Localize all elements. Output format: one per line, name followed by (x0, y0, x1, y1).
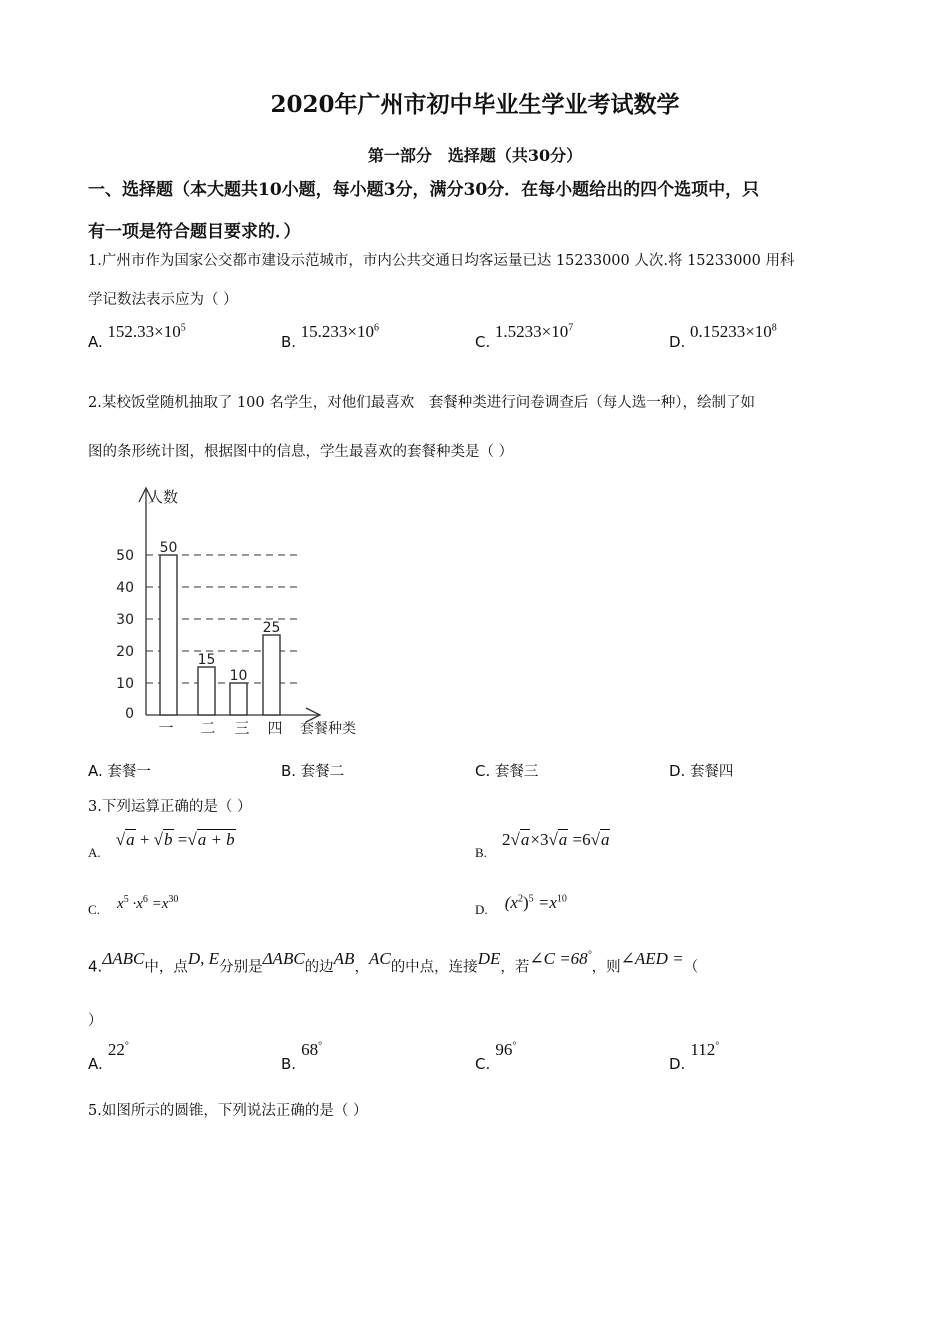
y-tick-label: 0 (125, 706, 134, 722)
option-value: 96° (495, 1040, 517, 1059)
bar (230, 683, 247, 715)
option-expression: $(x^2)^5 =x^{10}$ (504, 893, 567, 912)
question-4-line-2: ） (88, 1013, 103, 1029)
text: ，若 (500, 959, 530, 976)
question-2-stem (88, 392, 868, 463)
option-label: C. (475, 1055, 491, 1073)
q3-option-b[interactable] (475, 830, 610, 860)
side-ab: AB (333, 948, 355, 968)
option-value: $152.33\times 10^5$ (107, 322, 186, 341)
bar (160, 555, 177, 715)
q4-option-b[interactable] (281, 1040, 323, 1073)
option-label: A. (88, 762, 103, 780)
option-label: D. (669, 333, 686, 351)
text: 的中点，连接 (390, 959, 478, 976)
category-label: 一 (158, 719, 174, 737)
part-heading: 第一部分 选择题（共30分） (367, 146, 583, 165)
option-label: A. (88, 1055, 103, 1073)
triangle-abc-2: ΔABC (262, 948, 305, 968)
option-label: B. (475, 845, 487, 860)
option-expression: √a + √b =√a + b (115, 830, 235, 849)
angle-c: ∠C =68° (529, 948, 592, 968)
q2-option-d[interactable] (669, 760, 733, 781)
q1-option-a[interactable] (88, 322, 186, 351)
option-label: B. (281, 333, 297, 351)
q3-option-d[interactable] (475, 893, 567, 917)
y-tick-label: 10 (116, 676, 134, 692)
data-label: 25 (262, 620, 281, 636)
text: ，则 (591, 959, 621, 976)
option-value: $0.15233\times 10^8$ (689, 322, 777, 341)
bar (198, 667, 215, 715)
question-1-stem (88, 250, 868, 311)
points-de: D, E (187, 948, 220, 968)
option-label: C. (88, 902, 100, 917)
text: ， (354, 959, 369, 976)
option-label: B. (281, 762, 297, 780)
option-label: B. (281, 1055, 297, 1073)
triangle-abc: ΔABC (102, 948, 145, 968)
option-text: 套餐二 (300, 764, 345, 780)
text: （ (683, 959, 699, 976)
option-value: $15.233\times 10^6$ (300, 322, 380, 341)
bar-chart (110, 478, 380, 748)
option-text: 套餐一 (107, 764, 151, 780)
option-label: A. (88, 333, 103, 351)
page-title: 2020年广州市初中毕业生学业考试数学 (270, 91, 680, 118)
side-ac: AC (368, 948, 391, 968)
option-value: 22° (107, 1040, 129, 1059)
q1-option-c[interactable] (475, 322, 574, 351)
y-tick-label: 20 (116, 644, 134, 660)
question-2-line-2: 图的条形统计图，根据图中的信息，学生最喜欢的套餐种类是（ ） (88, 444, 514, 460)
option-expression: 2√a×3√a =6√a (502, 830, 610, 849)
option-value: 112° (690, 1040, 720, 1059)
category-label: 四 (267, 719, 283, 737)
data-label: 50 (159, 540, 178, 556)
section-line-1: 一、选择题（本大题共10小题，每小题3分，满分30分．在每小题给出的四个选项中，只 (88, 180, 760, 200)
question-5-stem: 5.如图所示的圆锥，下列说法正确的是（ ） (88, 1103, 368, 1119)
question-1-line-2: 学记数法表示应为（ ） (88, 292, 238, 308)
category-label: 三 (234, 719, 250, 737)
question-4-number: 4. (88, 957, 103, 976)
text: 分别是 (219, 959, 263, 976)
y-tick-label: 50 (116, 548, 134, 564)
option-text: 套餐四 (689, 764, 734, 780)
option-label: D. (669, 762, 686, 780)
option-text: 套餐三 (494, 764, 539, 780)
y-tick-label: 40 (116, 580, 134, 596)
question-3-stem: 3.下列运算正确的是（ ） (88, 799, 252, 815)
q3-option-a[interactable] (88, 830, 236, 860)
x-axis-label: 套餐种类 (300, 721, 356, 737)
option-label: C. (475, 762, 491, 780)
data-label: 15 (197, 652, 216, 668)
data-label: 10 (229, 668, 248, 684)
option-label: A. (88, 845, 101, 860)
section-line-2: 有一项是符合题目要求的．） (88, 222, 301, 242)
y-tick-label: 30 (116, 612, 134, 628)
segment-de: DE (477, 948, 501, 968)
option-label: C. (475, 333, 491, 351)
option-value: 68° (301, 1040, 323, 1059)
option-label: D. (669, 1055, 686, 1073)
bar (263, 635, 280, 715)
q1-option-d[interactable] (669, 322, 777, 351)
q2-option-a[interactable] (88, 760, 151, 781)
option-value: $1.5233\times 10^7$ (494, 322, 574, 341)
option-expression: $x^5 \cdot x^6 =x^{30}$ (117, 894, 179, 912)
text: 的边 (304, 959, 334, 976)
q4-option-a[interactable] (88, 1040, 129, 1073)
angle-aed: ∠AED = (620, 948, 684, 968)
option-label: D. (475, 902, 488, 917)
question-4-stem (88, 948, 888, 983)
text: 中，点 (144, 959, 188, 976)
question-1-line-1: 1.广州市作为国家公交都市建设示范城市，市内公共交通日均客运量已达 15233000 人次.将 15233000 用科 (88, 253, 795, 269)
category-label: 二 (200, 719, 216, 737)
q4-option-d[interactable] (669, 1040, 720, 1073)
y-axis-label: 人数 (148, 488, 179, 506)
q4-option-c[interactable] (475, 1040, 517, 1073)
q2-option-c[interactable] (475, 760, 538, 781)
section-instructions (88, 172, 868, 250)
q3-option-c[interactable] (88, 893, 179, 917)
q2-option-b[interactable] (281, 760, 344, 781)
q1-option-b[interactable] (281, 322, 380, 351)
question-2-line-1: 2.某校饭堂随机抽取了 100 名学生，对他们最喜欢 套餐种类进行问卷调查后（每人选一种），绘制了如 (88, 395, 755, 411)
